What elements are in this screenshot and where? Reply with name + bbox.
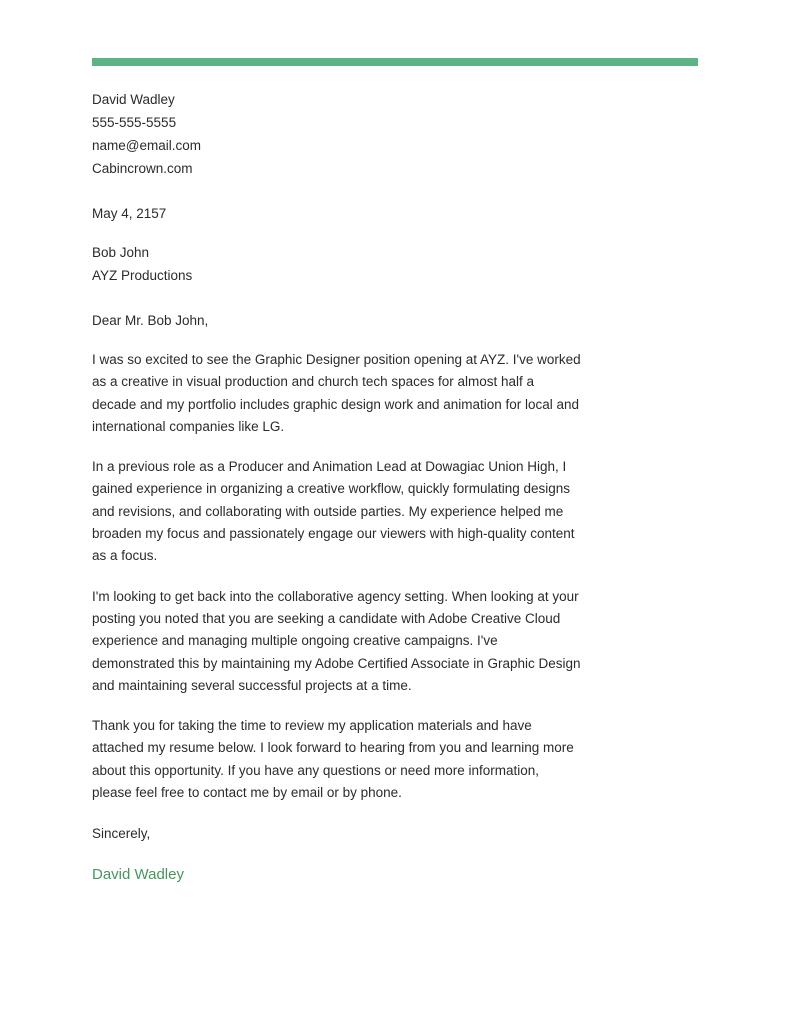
- letter-body-paragraphs: [92, 349, 582, 804]
- letter-date: May 4, 2157: [92, 206, 167, 221]
- body-paragraph: I was so excited to see the Graphic Designer position opening at AYZ. I've worked as a creative in visual production and church tech spaces for almost half a decade and my portfolio includes graphic design work and animation for local and international companies like LG.: [92, 352, 581, 434]
- green-accent-bar: [92, 58, 698, 66]
- valediction: Sincerely,: [92, 826, 151, 842]
- body-paragraph: In a previous role as a Producer and Animation Lead at Dowagiac Union High, I gained experience in organizing a creative workflow, quickly formulating designs and revisions, and collaborating with outside parties. My experience helped me broaden my focus and passionately engage our viewers with high-quality content as a focus.: [92, 459, 575, 564]
- sender-email: name@email.com: [92, 138, 201, 153]
- body-paragraph: I'm looking to get back into the collaborative agency setting. When looking at your posting you noted that you are seeking a candidate with Adobe Creative Cloud experience and managing multiple ongoing creative campaigns. I've demonstrated this by maintaining my Adobe Certified Associate in Graphic Design and maintaining several successful projects at a time.: [92, 588, 581, 693]
- recipient-name: Bob John: [92, 245, 150, 260]
- sender-contact-block: [92, 88, 698, 180]
- body-paragraph: Thank you for taking the time to review my application materials and have attached my resume below. I look forward to hearing from you and learning more about this opportunity. If you have any questions or need more information, please feel free to contact me by email or by phone.: [92, 718, 574, 801]
- sender-name: David Wadley: [92, 92, 175, 107]
- signature-name: David Wadley: [92, 866, 184, 884]
- recipient-block: [92, 241, 698, 287]
- sender-website: Cabincrown.com: [92, 161, 193, 176]
- sender-phone: 555-555-5555: [92, 115, 177, 130]
- salutation: Dear Mr. Bob John,: [92, 313, 209, 328]
- cover-letter-body: [92, 58, 698, 886]
- recipient-company: AYZ Productions: [92, 268, 193, 283]
